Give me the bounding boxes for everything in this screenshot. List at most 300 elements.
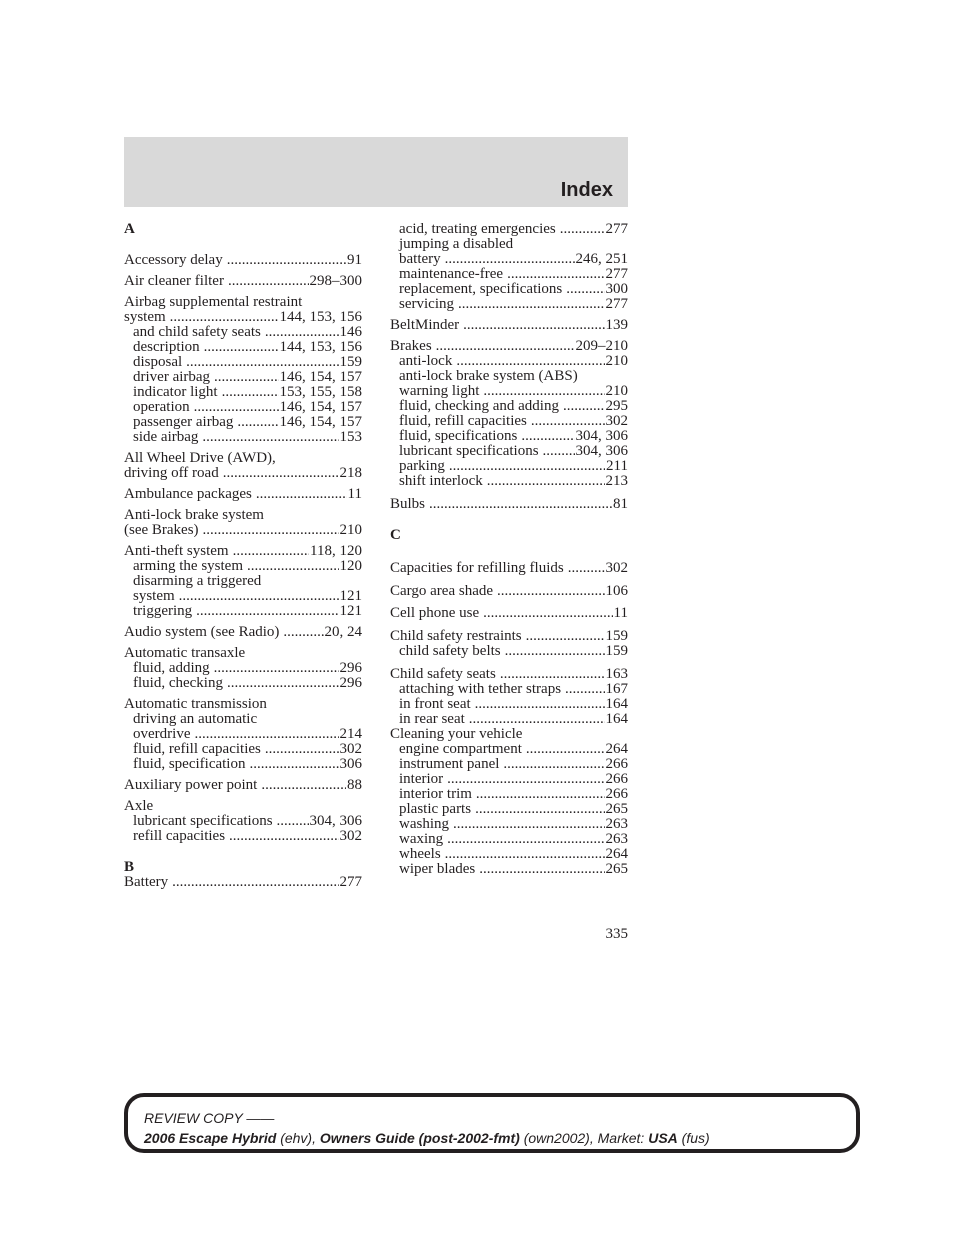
entry-term: Capacities for refilling fluids <box>390 561 564 576</box>
entry-page-ref: 296 <box>339 676 362 691</box>
index-subentry-line <box>124 727 362 742</box>
index-subentry-line <box>390 252 628 267</box>
index-subentry-line <box>390 297 628 312</box>
entry-page-ref: 214 <box>339 727 362 742</box>
index-entry-line <box>124 875 362 890</box>
index-subentry-line <box>390 429 628 444</box>
entry-term: in front seat <box>399 697 471 712</box>
index-subentry-line <box>124 712 362 727</box>
dot-leader <box>203 523 339 538</box>
entry-page-ref: 302 <box>339 829 362 844</box>
dot-leader <box>526 629 605 644</box>
entry-page-ref: 210 <box>339 523 362 538</box>
entry-term: fluid, checking <box>133 676 223 691</box>
dot-leader <box>487 474 605 489</box>
index-subentry-line <box>390 644 628 659</box>
entry-page-ref: 296 <box>339 661 362 676</box>
entry-page-ref: 139 <box>605 318 628 333</box>
entry-term: Ambulance packages <box>124 487 252 502</box>
entry-term: system <box>124 310 166 325</box>
entry-page-ref: 266 <box>605 772 628 787</box>
entry-page-ref: 211 <box>606 459 628 474</box>
index-entry <box>124 875 362 890</box>
dot-leader <box>505 644 605 659</box>
entry-page-ref: 120 <box>339 559 362 574</box>
entry-page-ref: 167 <box>605 682 628 697</box>
index-subentry-line <box>124 325 362 340</box>
entry-term: arming the system <box>133 559 243 574</box>
index-subentry-line <box>390 817 628 832</box>
index-subentry-line <box>124 757 362 772</box>
entry-term: Battery <box>124 875 169 890</box>
entry-page-ref: 277 <box>605 267 628 282</box>
entry-term: operation <box>133 400 190 415</box>
dot-leader <box>429 497 612 512</box>
index-entry <box>390 667 628 727</box>
entry-term: fluid, checking and adding <box>399 399 559 414</box>
index-entry <box>124 274 362 289</box>
index-subentry-line <box>124 742 362 757</box>
index-entry <box>390 222 628 312</box>
guide-name: Owners Guide (post-2002-fmt) <box>319 1130 520 1146</box>
entry-page-ref: 144, 153, 156 <box>279 310 362 325</box>
index-subentry-line <box>390 384 628 399</box>
entry-page-ref: 264 <box>605 847 628 862</box>
entry-term: Child safety seats <box>390 667 496 682</box>
index-subentry-line <box>390 354 628 369</box>
entry-page-ref: 153, 155, 158 <box>279 385 362 400</box>
index-subentry-line <box>390 414 628 429</box>
entry-term: Child safety restraints <box>390 629 522 644</box>
market-label: Market: <box>597 1130 645 1146</box>
index-subentry-line <box>124 385 362 400</box>
index-entry-line <box>390 667 628 682</box>
dot-leader <box>507 267 604 282</box>
entry-page-ref: 164 <box>605 712 628 727</box>
dot-leader <box>261 778 346 793</box>
index-entry-line <box>124 523 362 538</box>
entry-term: overdrive <box>133 727 191 742</box>
dot-leader <box>202 430 338 445</box>
dot-leader <box>228 274 309 289</box>
index-entry <box>390 339 628 489</box>
entry-term: interior trim <box>399 787 472 802</box>
entry-term: Cargo area shade <box>390 584 494 599</box>
entry-term: (see Brakes) <box>124 523 199 538</box>
entry-page-ref: 163 <box>605 667 628 682</box>
index-entry-line <box>390 584 628 599</box>
entry-term: Audio system (see Radio) <box>124 625 280 640</box>
index-subentry-line <box>124 814 362 829</box>
index-subentry-line <box>390 742 628 757</box>
dot-leader <box>445 847 605 862</box>
index-subentry-line <box>390 847 628 862</box>
dot-leader <box>563 399 605 414</box>
entry-page-ref: 159 <box>605 644 628 659</box>
dot-leader <box>436 339 575 354</box>
index-subentry-line <box>124 589 362 604</box>
dot-leader <box>568 561 605 576</box>
entry-page-ref: 263 <box>605 817 628 832</box>
entry-page-ref: 218 <box>339 466 362 481</box>
model-name: 2006 Escape Hybrid <box>144 1130 277 1146</box>
index-entry-line <box>124 625 362 640</box>
index-subentry-line <box>390 369 628 384</box>
index-subentry-line <box>390 474 628 489</box>
entry-term: lubricant specifications <box>133 814 273 829</box>
index-entry-line <box>124 466 362 481</box>
entry-page-ref: 265 <box>605 862 628 877</box>
entry-page-ref: 304, 306 <box>575 429 628 444</box>
dot-leader <box>194 727 338 742</box>
entry-page-ref: 210 <box>605 354 628 369</box>
entry-term: and child safety seats <box>133 325 261 340</box>
entry-term: anti-lock <box>399 354 453 369</box>
index-entry <box>124 451 362 481</box>
index-column-left <box>124 222 362 890</box>
document-identifier: 2006 Escape Hybrid (ehv), Owners Guide (post-2002-fmt) (own2002), Market: USA (fus) <box>144 1130 710 1146</box>
model-code: (ehv) <box>280 1130 313 1146</box>
dot-leader <box>227 676 339 691</box>
index-entry-line <box>390 727 628 742</box>
index-subentry-line <box>124 676 362 691</box>
entry-term: battery <box>399 252 441 267</box>
entry-term: attaching with tether straps <box>399 682 562 697</box>
index-subentry-line <box>124 415 362 430</box>
index-subentry-line <box>124 604 362 619</box>
entry-term: parking <box>399 459 445 474</box>
entry-term: Air cleaner filter <box>124 274 224 289</box>
index-entry-line <box>124 799 362 814</box>
entry-term: All Wheel Drive (AWD), <box>124 451 276 466</box>
index-entry-line <box>124 544 362 559</box>
entry-page-ref: 11 <box>347 487 362 502</box>
dot-leader <box>229 829 338 844</box>
index-subentry-line <box>124 400 362 415</box>
entry-term: fluid, adding <box>133 661 210 676</box>
index-entry-line <box>390 629 628 644</box>
entry-page-ref: 121 <box>339 589 362 604</box>
index-subentry-line <box>124 829 362 844</box>
entry-term: Anti-lock brake system <box>124 508 264 523</box>
index-subentry-line <box>124 370 362 385</box>
index-entry-line <box>390 318 628 333</box>
market-code: (fus) <box>681 1130 710 1146</box>
entry-term: anti-lock brake system (ABS) <box>399 369 578 384</box>
entry-term: passenger airbag <box>133 415 234 430</box>
index-letter-heading: C <box>390 527 401 543</box>
entry-term: waxing <box>399 832 444 847</box>
entry-term: fluid, refill capacities <box>133 742 261 757</box>
review-copy-label: REVIEW COPY —— <box>144 1110 275 1126</box>
entry-page-ref: 246, 251 <box>575 252 628 267</box>
entry-page-ref: 209–210 <box>575 339 628 354</box>
entry-term: child safety belts <box>399 644 501 659</box>
entry-term: driver airbag <box>133 370 211 385</box>
entry-page-ref: 118, 120 <box>310 544 362 559</box>
dot-leader <box>172 875 338 890</box>
dot-leader <box>449 459 605 474</box>
index-entry <box>390 606 628 621</box>
entry-term: triggering <box>133 604 193 619</box>
dot-leader <box>475 697 605 712</box>
dot-leader <box>456 354 604 369</box>
entry-term: driving an automatic <box>133 712 258 727</box>
entry-term: maintenance-free <box>399 267 504 282</box>
index-letter-heading: B <box>124 859 135 875</box>
page-title: Index <box>560 179 613 201</box>
entry-term: disposal <box>133 355 183 370</box>
entry-page-ref: 164 <box>605 697 628 712</box>
entry-page-ref: 302 <box>605 414 628 429</box>
entry-term: Brakes <box>390 339 432 354</box>
index-entry <box>124 253 362 268</box>
index-entry <box>390 629 628 659</box>
index-entry <box>124 778 362 793</box>
index-entry <box>390 497 628 512</box>
dot-leader <box>265 742 339 757</box>
index-subentry-line <box>124 661 362 676</box>
entry-term: instrument panel <box>399 757 500 772</box>
entry-term: jumping a disabled <box>399 237 514 252</box>
dot-leader <box>194 400 279 415</box>
index-subentry-line <box>390 802 628 817</box>
entry-term: fluid, refill capacities <box>399 414 527 429</box>
index-entry <box>390 318 628 333</box>
entry-page-ref: 302 <box>605 561 628 576</box>
dot-leader <box>483 606 612 621</box>
entry-term: in rear seat <box>399 712 465 727</box>
entry-page-ref: 159 <box>605 629 628 644</box>
dot-leader <box>256 487 347 502</box>
dot-leader <box>227 253 346 268</box>
entry-page-ref: 277 <box>605 297 628 312</box>
entry-page-ref: 295 <box>605 399 628 414</box>
index-entry <box>124 646 362 691</box>
dot-leader <box>531 414 605 429</box>
entry-page-ref: 304, 306 <box>309 814 362 829</box>
dot-leader <box>503 757 604 772</box>
entry-term: warning light <box>399 384 480 399</box>
index-subentry-line <box>390 459 628 474</box>
entry-term: shift interlock <box>399 474 483 489</box>
index-entry-line <box>390 339 628 354</box>
entry-term: system <box>133 589 175 604</box>
entry-page-ref: 81 <box>613 497 628 512</box>
header-band <box>124 137 628 207</box>
dot-leader <box>249 757 338 772</box>
page-number: 335 <box>605 926 628 942</box>
index-subentry-line <box>390 787 628 802</box>
entry-term: Accessory delay <box>124 253 223 268</box>
entry-term: fluid, specifications <box>399 429 518 444</box>
entry-term: driving off road <box>124 466 219 481</box>
dot-leader <box>463 318 604 333</box>
entry-page-ref: 91 <box>347 253 362 268</box>
index-subentry-line <box>390 237 628 252</box>
guide-code: (own2002) <box>523 1130 590 1146</box>
entry-term: washing <box>399 817 449 832</box>
entry-page-ref: 159 <box>339 355 362 370</box>
entry-term: Cell phone use <box>390 606 480 621</box>
entry-term: indicator light <box>133 385 218 400</box>
index-subentry-line <box>390 832 628 847</box>
index-subentry-line <box>124 340 362 355</box>
index-entry <box>124 799 362 844</box>
index-subentry-line <box>390 282 628 297</box>
index-entry-line <box>124 310 362 325</box>
index-column-right <box>390 222 628 877</box>
entry-term: lubricant specifications <box>399 444 539 459</box>
index-entry-line <box>124 697 362 712</box>
dot-leader <box>233 544 309 559</box>
dot-leader <box>526 742 605 757</box>
index-entry-line <box>124 487 362 502</box>
index-subentry-line <box>390 757 628 772</box>
index-subentry-line <box>390 697 628 712</box>
dot-leader <box>265 325 339 340</box>
dot-leader <box>458 297 605 312</box>
entry-term: plastic parts <box>399 802 472 817</box>
index-entry-line <box>390 561 628 576</box>
dot-leader <box>521 429 574 444</box>
dot-leader <box>204 340 279 355</box>
entry-page-ref: 277 <box>339 875 362 890</box>
index-entry-line <box>390 606 628 621</box>
entry-term: Auxiliary power point <box>124 778 258 793</box>
entry-page-ref: 277 <box>605 222 628 237</box>
entry-page-ref: 304, 306 <box>575 444 628 459</box>
index-subentry-line <box>390 712 628 727</box>
entry-term: engine compartment <box>399 742 522 757</box>
index-entry-line <box>390 497 628 512</box>
index-entry <box>390 584 628 599</box>
entry-page-ref: 106 <box>605 584 628 599</box>
index-entry <box>390 727 628 877</box>
entry-page-ref: 300 <box>605 282 628 297</box>
entry-page-ref: 121 <box>339 604 362 619</box>
entry-page-ref: 146 <box>339 325 362 340</box>
index-subentry-line <box>124 559 362 574</box>
dot-leader <box>214 370 278 385</box>
entry-term: Cleaning your vehicle <box>390 727 523 742</box>
dot-leader <box>186 355 338 370</box>
entry-term: acid, treating emergencies <box>399 222 556 237</box>
entry-page-ref: 266 <box>605 757 628 772</box>
index-subentry-line <box>124 355 362 370</box>
dot-leader <box>497 584 604 599</box>
index-entry-line <box>124 646 362 661</box>
dot-leader <box>196 604 338 619</box>
entry-term: side airbag <box>133 430 199 445</box>
index-entry <box>124 697 362 772</box>
entry-page-ref: 265 <box>605 802 628 817</box>
index-entry-line <box>124 295 362 310</box>
entry-page-ref: 210 <box>605 384 628 399</box>
dot-leader <box>565 682 604 697</box>
entry-term: replacement, specifications <box>399 282 563 297</box>
entry-page-ref: 153 <box>339 430 362 445</box>
entry-term: wiper blades <box>399 862 476 877</box>
dot-leader <box>469 712 605 727</box>
dot-leader <box>479 862 604 877</box>
entry-page-ref: 146, 154, 157 <box>279 400 362 415</box>
entry-page-ref: 266 <box>605 787 628 802</box>
review-copy-box <box>124 1093 860 1153</box>
entry-term: Anti-theft system <box>124 544 229 559</box>
entry-page-ref: 144, 153, 156 <box>279 340 362 355</box>
index-subentry-line <box>390 862 628 877</box>
index-entry-line <box>124 253 362 268</box>
index-entry <box>124 508 362 538</box>
index-subentry-line <box>390 444 628 459</box>
index-entry <box>124 487 362 502</box>
entry-term: refill capacities <box>133 829 226 844</box>
entry-term: Axle <box>124 799 154 814</box>
index-subentry-line <box>124 574 362 589</box>
index-subentry-line <box>390 682 628 697</box>
entry-page-ref: 88 <box>347 778 362 793</box>
entry-term: Automatic transaxle <box>124 646 246 661</box>
market-name: USA <box>648 1130 678 1146</box>
index-subentry-line <box>390 267 628 282</box>
dot-leader <box>447 832 604 847</box>
dot-leader <box>566 282 604 297</box>
entry-term: Bulbs <box>390 497 426 512</box>
index-subentry-line <box>390 222 628 237</box>
index-subentry-line <box>390 399 628 414</box>
entry-page-ref: 306 <box>339 757 362 772</box>
entry-term: Airbag supplemental restraint <box>124 295 303 310</box>
dot-leader <box>237 415 278 430</box>
entry-page-ref: 264 <box>605 742 628 757</box>
entry-page-ref: 302 <box>339 742 362 757</box>
dot-leader <box>214 661 339 676</box>
dot-leader <box>445 252 575 267</box>
dot-leader <box>560 222 605 237</box>
dot-leader <box>170 310 279 325</box>
dot-leader <box>475 802 604 817</box>
index-entry <box>124 544 362 619</box>
index-entry-line <box>124 451 362 466</box>
entry-term: disarming a triggered <box>133 574 262 589</box>
entry-term: BeltMinder <box>390 318 460 333</box>
index-entry-line <box>124 778 362 793</box>
dot-leader <box>247 559 339 574</box>
index-subentry-line <box>390 772 628 787</box>
entry-page-ref: 20, 24 <box>324 625 362 640</box>
entry-term: interior <box>399 772 444 787</box>
entry-page-ref: 146, 154, 157 <box>279 370 362 385</box>
entry-page-ref: 213 <box>605 474 628 489</box>
entry-term: wheels <box>399 847 441 862</box>
entry-term: fluid, specification <box>133 757 246 772</box>
dot-leader <box>483 384 604 399</box>
index-letter-heading: A <box>124 221 135 237</box>
entry-page-ref: 11 <box>613 606 628 621</box>
index-entry <box>124 295 362 445</box>
entry-page-ref: 263 <box>605 832 628 847</box>
dot-leader <box>543 444 575 459</box>
index-entry-line <box>124 508 362 523</box>
dot-leader <box>179 589 339 604</box>
dot-leader <box>476 787 605 802</box>
dot-leader <box>500 667 605 682</box>
entry-page-ref: 146, 154, 157 <box>279 415 362 430</box>
dot-leader <box>447 772 604 787</box>
index-entry <box>124 625 362 640</box>
dot-leader <box>222 385 279 400</box>
